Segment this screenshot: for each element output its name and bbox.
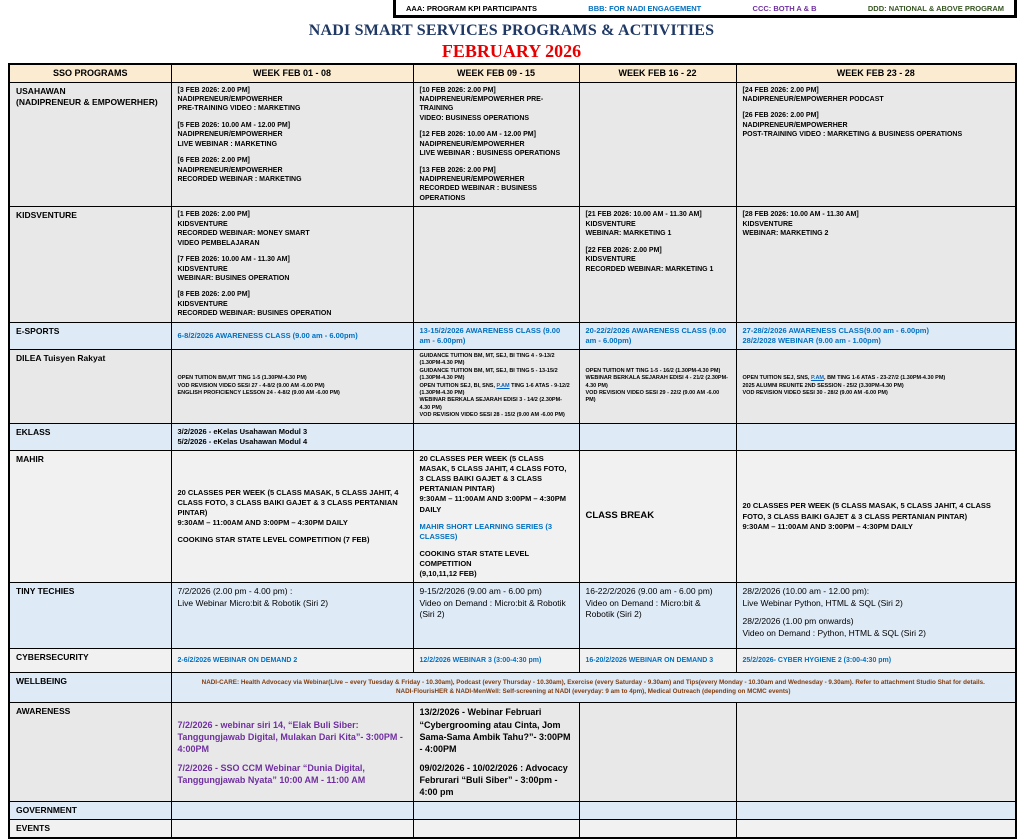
entry-text: 16-22/2/2026 (9.00 am - 6.00 pm) Video on Demand : Micro:bit & Robotik (Siri 2) bbox=[585, 586, 713, 620]
schedule-cell bbox=[171, 820, 413, 839]
schedule-cell bbox=[579, 802, 736, 820]
entry-text: 3/2/2026 - eKelas Usahawan Modul 3 5/2/2026 - eKelas Usahawan Modul 4 bbox=[177, 426, 308, 446]
schedule-cell bbox=[413, 82, 579, 207]
inline-link[interactable]: P.AM bbox=[496, 382, 510, 389]
schedule-entry bbox=[420, 166, 573, 204]
schedule-cell bbox=[736, 649, 1016, 673]
schedule-entry bbox=[743, 501, 1010, 531]
schedule-entry bbox=[586, 210, 730, 238]
schedule-cell bbox=[736, 423, 1016, 450]
entry-text: MAHIR SHORT LEARNING SERIES (3 CLASSES) bbox=[419, 521, 553, 541]
schedule-entry bbox=[743, 616, 1010, 639]
table-row bbox=[9, 450, 1016, 582]
entry-text: COOKING STAR STATE LEVEL COMPETITION (9,10,11,12 FEB) bbox=[419, 548, 529, 579]
entry-text: CLASS BREAK bbox=[585, 510, 655, 522]
entry-text: TING 1-6 ATAS - 9-12/2 (1.30PM-4.30 PM) WEBINAR BERKALA SEJARAH EDISI 3 - 14/2 (2.30PM-4.30 PM) VOD REVISION VIDEO SESI 28 - 15/2 (9.00 AM -6.00 PM) bbox=[419, 382, 570, 419]
schedule-entry bbox=[178, 86, 407, 114]
schedule-entry bbox=[178, 375, 407, 397]
schedule-cell bbox=[413, 583, 579, 649]
entry-text: [13 FEB 2026: 2.00 PM] NADIPRENEUR/EMPOWERHER RECORDED WEBINAR : BUSINESS OPERATIONS bbox=[419, 166, 537, 202]
schedule-entry bbox=[420, 353, 573, 420]
entry-text: 13-15/2/2026 AWARENESS CLASS (9.00 am - 6.00pm) bbox=[419, 325, 561, 345]
schedule-cell bbox=[579, 583, 736, 649]
program-label: KIDSVENTURE bbox=[9, 207, 171, 322]
schedule-entry bbox=[420, 762, 573, 798]
schedule-entry bbox=[178, 255, 407, 283]
schedule-cell bbox=[171, 423, 413, 450]
program-label: GOVERNMENT bbox=[9, 802, 171, 820]
schedule-cell bbox=[579, 450, 736, 582]
table-row bbox=[9, 703, 1016, 802]
program-label: MAHIR bbox=[9, 450, 171, 582]
table-row bbox=[9, 349, 1016, 423]
schedule-entry bbox=[420, 522, 573, 542]
schedule-entry bbox=[420, 326, 573, 346]
schedule-entry bbox=[420, 454, 573, 515]
schedule-entry bbox=[586, 326, 730, 346]
column-header-programs: SSO PROGRAMS bbox=[9, 64, 171, 82]
entry-text: 27-28/2/2026 AWARENESS CLASS(9.00 am - 6.00pm) 28/2/2028 WEBINAR (9.00 am - 1.00pm) bbox=[742, 325, 929, 345]
entry-text: OPEN TUITION BM,MT TING 1-5 (1.30PM-4.30 PM) VOD REVISION VIDEO SESI 27 - 4-8/2 (9.00 AM -6.00 PM) ENGLISH PROFICIENCY LESSON 24 - 4-8/2 (9.00 AM -6.00 PM) bbox=[177, 375, 340, 397]
schedule-cell bbox=[736, 207, 1016, 322]
schedule-cell bbox=[736, 322, 1016, 349]
schedule-cell bbox=[579, 649, 736, 673]
entry-text: [24 FEB 2026: 2.00 PM] NADIPRENEUR/EMPOWERHER PODCAST bbox=[742, 86, 884, 103]
schedule-cell bbox=[171, 450, 413, 582]
entry-text: [8 FEB 2026: 2.00 PM] KIDSVENTURE RECORDED WEBINAR: BUSINES OPERATION bbox=[177, 291, 332, 318]
schedule-entry bbox=[178, 656, 407, 665]
legend-item-aaa: AAA: PROGRAM KPI PARTICIPANTS bbox=[406, 4, 537, 13]
schedule-cell bbox=[579, 322, 736, 349]
column-header-week3: WEEK FEB 16 - 22 bbox=[579, 64, 736, 82]
schedule-entry bbox=[743, 86, 1010, 105]
entry-text: 16-20/2/2026 WEBINAR ON DEMAND 3 bbox=[585, 657, 714, 665]
schedule-entry bbox=[743, 210, 1010, 238]
entry-text: 12/2/2026 WEBINAR 3 (3:00-4:30 pm) bbox=[419, 657, 542, 665]
schedule-entry bbox=[178, 679, 1010, 696]
schedule-cell bbox=[736, 820, 1016, 839]
entry-text: [26 FEB 2026: 2.00 PM] NADIPRENEUR/EMPOWERHER POST-TRAINING VIDEO : MARKETING & BUSINESS OPERATIONS bbox=[742, 112, 963, 139]
column-header-week4: WEEK FEB 23 - 28 bbox=[736, 64, 1016, 82]
schedule-entry bbox=[178, 121, 407, 149]
schedule-cell bbox=[413, 423, 579, 450]
schedule-entry bbox=[743, 586, 1010, 609]
program-label: E-SPORTS bbox=[9, 322, 171, 349]
schedule-entry bbox=[743, 656, 1010, 665]
schedule-cell bbox=[413, 207, 579, 322]
entry-text: [7 FEB 2026: 10.00 AM - 11.30 AM] KIDSVENTURE WEBINAR: BUSINES OPERATION bbox=[177, 256, 290, 282]
entry-text: 20 CLASSES PER WEEK (5 CLASS MASAK, 5 CLASS JAHIT, 4 CLASS FOTO, 3 CLASS BAIKI GAJET & 3 CLASS PERTANIAN PINTAR) 9:30AM – 11:00AM AND 3:00PM – 4:30PM DAILY bbox=[419, 453, 567, 514]
legend-item-bbb: BBB: FOR NADI ENGAGEMENT bbox=[588, 4, 702, 13]
table-row bbox=[9, 649, 1016, 673]
schedule-entry bbox=[743, 375, 1010, 397]
inline-link[interactable]: P.AM bbox=[810, 375, 825, 382]
schedule-cell bbox=[413, 349, 579, 423]
legend-box bbox=[393, 0, 1017, 18]
entry-text: 20-22/2/2026 AWARENESS CLASS (9.00 am - 6.00pm) bbox=[585, 325, 727, 345]
schedule-cell bbox=[171, 802, 413, 820]
program-label: EVENTS bbox=[9, 820, 171, 839]
entry-text: , BM TING 1-6 ATAS - 23-27/2 (1.30PM-4.30 PM) 2025 ALUMNI REUNITE 2ND SESSION - 25/2 (3.30PM-4.30 PM) VOD REVISION VIDEO SESI 30 - 28/2 (9.00 AM -6.00 PM) bbox=[742, 375, 946, 397]
schedule-cell bbox=[171, 349, 413, 423]
program-label: TINY TECHIES bbox=[9, 583, 171, 649]
schedule-entry bbox=[178, 156, 407, 184]
entry-text: [1 FEB 2026: 2.00 PM] KIDSVENTURE RECORDED WEBINAR: MONEY SMART VIDEO PEMBELAJARAN bbox=[177, 211, 310, 247]
entry-text: 2-6/2/2026 WEBINAR ON DEMAND 2 bbox=[177, 657, 298, 665]
schedule-entry bbox=[178, 331, 407, 341]
entry-text: 13/2/2026 - Webinar Februari “Cybergrooming atau Cinta, Jom Sama-Sama Ambik Tahu?”- 3:00PM - 4:00PM bbox=[419, 707, 571, 754]
entry-text: NADI-CARE: Health Advocacy via Webinar(Live – every Tuesday & Friday - 10.30am), Podcast (every Thursday - 10.30am), Exercise (every Saturday - 9.30am) and Tips(every Monday - 10.30am and Wednesday - 9.30am). Refer to attachment Studio Shat for details. NADI-FlourisHER & NADI-MenWell: Self-screening at NADI (everyday: 9 am to 4pm), Medical Outreach (depending on MCMC events) bbox=[201, 679, 985, 695]
schedule-entry bbox=[178, 290, 407, 318]
table-row bbox=[9, 423, 1016, 450]
entry-text: GUIDANCE TUITION BM, MT, SEJ, BI TING 4 - 9-13/2 (1.30PM-4.30 PM) GUIDANCE TUITION BM, MT, SEJ, BI TING 5 - 13-15/2 (1.30PM-4.30 PM) OPEN TUITION SEJ, BI, SNS, bbox=[419, 352, 558, 389]
schedule-cell bbox=[171, 649, 413, 673]
schedule-cell bbox=[579, 207, 736, 322]
schedule-cell bbox=[579, 703, 736, 802]
table-row bbox=[9, 802, 1016, 820]
schedule-entry bbox=[178, 427, 407, 447]
page-title: NADI SMART SERVICES PROGRAMS & ACTIVITIES bbox=[308, 22, 715, 39]
schedule-entry bbox=[178, 210, 407, 248]
entry-text: 7/2/2026 (2.00 pm - 4.00 pm) : Live Webinar Micro:bit & Robotik (Siri 2) bbox=[177, 586, 329, 608]
entry-text: 25/2/2026- CYBER HYGIENE 2 (3:00-4:30 pm) bbox=[742, 657, 892, 665]
page-subtitle: FEBRUARY 2026 bbox=[441, 41, 582, 61]
legend-item-ddd: DDD: NATIONAL & ABOVE PROGRAM bbox=[867, 4, 1004, 13]
entry-text: 6-8/2/2026 AWARENESS CLASS (9.00 am - 6.00pm) bbox=[177, 330, 358, 340]
schedule-entry bbox=[178, 586, 407, 609]
schedule-entry bbox=[586, 246, 730, 274]
schedule-cell bbox=[413, 802, 579, 820]
program-label: DILEA Tuisyen Rakyat bbox=[9, 349, 171, 423]
table-row bbox=[9, 322, 1016, 349]
table-row bbox=[9, 583, 1016, 649]
schedule-entry bbox=[178, 488, 407, 529]
schedule-entry bbox=[420, 586, 573, 620]
schedule-cell bbox=[413, 703, 579, 802]
schedule-cell bbox=[579, 820, 736, 839]
program-label: USAHAWAN (NADIPRENEUR & EMPOWERHER) bbox=[9, 82, 171, 207]
entry-text: [12 FEB 2026: 10.00 AM - 12.00 PM] NADIPRENEUR/EMPOWERHER LIVE WEBINAR : BUSINESS OPERATIONS bbox=[419, 131, 561, 158]
entry-text: 9-15/2/2026 (9.00 am - 6.00 pm) Video on Demand : Micro:bit & Robotik (Siri 2) bbox=[419, 586, 566, 620]
entry-text: [5 FEB 2026: 10.00 AM - 12.00 PM] NADIPRENEUR/EMPOWERHER LIVE WEBINAR : MARKETING bbox=[177, 121, 291, 148]
schedule-cell bbox=[171, 703, 413, 802]
entry-text: [3 FEB 2026: 2.00 PM] NADIPRENEUR/EMPOWERHER PRE-TRAINING VIDEO : MARKETING bbox=[177, 86, 301, 113]
program-label: AWARENESS bbox=[9, 703, 171, 802]
schedule-cell bbox=[579, 349, 736, 423]
column-header-week2: WEEK FEB 09 - 15 bbox=[413, 64, 579, 82]
entry-text: 7/2/2026 - SSO CCM Webinar “Dunia Digital, Tanggungjawab Nyata” 10:00 AM - 11:00 AM bbox=[177, 762, 366, 786]
schedule-cell bbox=[171, 583, 413, 649]
header-row bbox=[9, 64, 1016, 82]
program-label: EKLASS bbox=[9, 423, 171, 450]
table-row bbox=[9, 820, 1016, 839]
schedule-entry bbox=[178, 762, 407, 786]
schedule-table bbox=[8, 63, 1017, 839]
schedule-entry bbox=[586, 586, 730, 620]
schedule-entry bbox=[178, 719, 407, 755]
entry-text: [6 FEB 2026: 2.00 PM] NADIPRENEUR/EMPOWERHER RECORDED WEBINAR : MARKETING bbox=[177, 157, 302, 183]
entry-text: 20 CLASSES PER WEEK (5 CLASS MASAK, 5 CLASS JAHIT, 4 CLASS FOTO, 3 CLASS BAIKI GAJET & 3 CLASS PERTANIAN PINTAR) 9:30AM – 11:00AM AND 3:00PM – 4:30PM DAILY bbox=[177, 487, 399, 528]
schedule-cell bbox=[579, 423, 736, 450]
schedule-cell bbox=[736, 703, 1016, 802]
schedule-cell bbox=[171, 82, 413, 207]
program-label: CYBERSECURITY bbox=[9, 649, 171, 673]
schedule-cell bbox=[736, 82, 1016, 207]
entry-text: COOKING STAR STATE LEVEL COMPETITION (7 FEB) bbox=[177, 535, 370, 545]
schedule-cell bbox=[413, 820, 579, 839]
entry-text: 28/2/2026 (1.00 pm onwards) Video on Demand : Python, HTML & SQL (Siri 2) bbox=[742, 616, 926, 638]
entry-text: 09/02/2026 - 10/02/2026 : Advocacy Februrari “Buli Siber” - 3:00pm - 4:00 pm bbox=[419, 762, 568, 798]
entry-text: 7/2/2026 - webinar siri 14, “Elak Buli Siber: Tanggungjawab Digital, Mulakan Dari Kita”- 3:00PM - 4:00PM bbox=[177, 719, 403, 754]
schedule-entry bbox=[743, 111, 1010, 139]
schedule-entry bbox=[178, 535, 407, 545]
schedule-entry bbox=[420, 130, 573, 158]
schedule-cell bbox=[736, 349, 1016, 423]
entry-text: [28 FEB 2026: 10.00 AM - 11.30 AM] KIDSVENTURE WEBINAR: MARKETING 2 bbox=[742, 211, 859, 238]
title-block bbox=[0, 22, 1023, 62]
schedule-body bbox=[9, 82, 1016, 838]
schedule-entry bbox=[586, 510, 730, 523]
entry-text: [22 FEB 2026: 2.00 PM] KIDSVENTURE RECORDED WEBINAR: MARKETING 1 bbox=[585, 246, 714, 273]
schedule-cell bbox=[413, 450, 579, 582]
schedule-cell bbox=[171, 322, 413, 349]
schedule-cell bbox=[171, 207, 413, 322]
table-row bbox=[9, 207, 1016, 322]
column-header-week1: WEEK FEB 01 - 08 bbox=[171, 64, 413, 82]
schedule-cell bbox=[736, 583, 1016, 649]
schedule-entry bbox=[420, 706, 573, 755]
schedule-entry bbox=[586, 368, 730, 405]
entry-text: [10 FEB 2026: 2.00 PM] NADIPRENEUR/EMPOWERHER PRE-TRAINING VIDEO: BUSINESS OPERATIONS bbox=[419, 86, 544, 122]
schedule-entry bbox=[420, 549, 573, 579]
schedule-cell bbox=[579, 82, 736, 207]
entry-text: OPEN TUITION MT TING 1-5 - 16/2 (1.30PM-4.30 PM) WEBINAR BERKALA SEJARAH EDISI 4 - 21/2 (2.30PM-4.30 PM) VOD REVISION VIDEO SESI 29 - 22/2 (9.00 AM -6.00 PM) bbox=[585, 367, 729, 404]
schedule-entry bbox=[420, 656, 573, 665]
schedule-entry bbox=[743, 326, 1010, 346]
legend-item-ccc: CCC: BOTH A & B bbox=[752, 4, 817, 13]
entry-text: [21 FEB 2026: 10.00 AM - 11.30 AM] KIDSVENTURE WEBINAR: MARKETING 1 bbox=[585, 211, 702, 238]
table-row bbox=[9, 673, 1016, 703]
entry-text: 28/2/2026 (10.00 am - 12.00 pm): Live Webinar Python, HTML & SQL (Siri 2) bbox=[742, 586, 903, 608]
schedule-cell bbox=[413, 322, 579, 349]
schedule-entry bbox=[586, 656, 730, 665]
schedule-cell bbox=[171, 673, 1016, 703]
schedule-entry bbox=[420, 86, 573, 124]
table-row bbox=[9, 82, 1016, 207]
schedule-cell bbox=[736, 802, 1016, 820]
entry-text: 20 CLASSES PER WEEK (5 CLASS MASAK, 5 CLASS JAHIT, 4 CLASS FOTO, 3 CLASS BAIKI GAJET & 3 CLASS PERTANIAN PINTAR) 9:30AM – 11:00AM AND 3:00PM – 4:30PM DAILY bbox=[742, 501, 991, 531]
program-label: WELLBEING bbox=[9, 673, 171, 703]
schedule-cell bbox=[736, 450, 1016, 582]
entry-text: OPEN TUITION SEJ, SNS, bbox=[742, 375, 811, 382]
schedule-cell bbox=[413, 649, 579, 673]
